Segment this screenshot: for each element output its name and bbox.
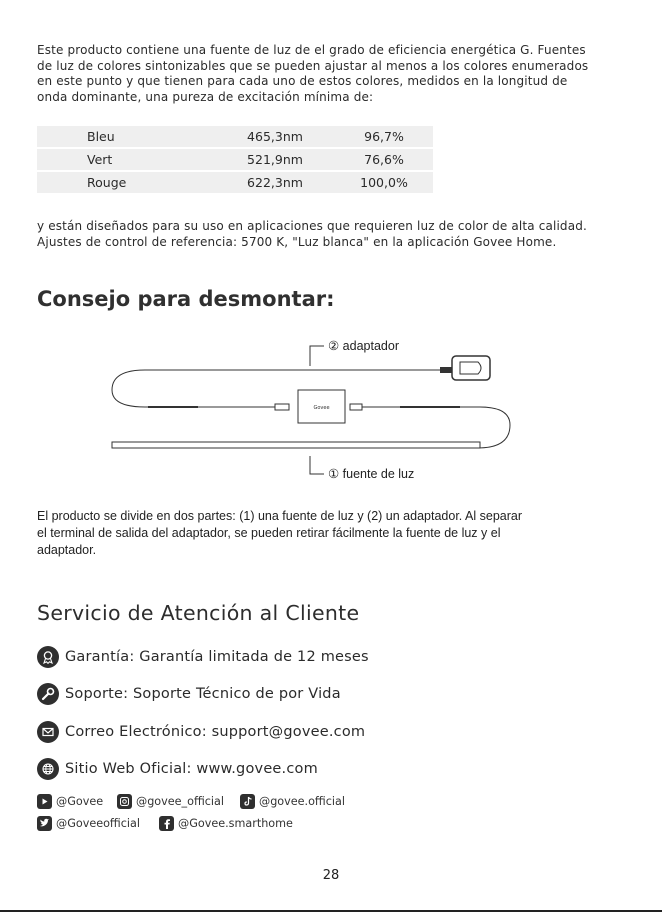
globe-icon bbox=[37, 758, 59, 780]
usage-note bbox=[37, 219, 637, 250]
adapter-cable bbox=[112, 370, 446, 407]
social-handle: @Goveeofficial bbox=[56, 816, 140, 830]
adapter-leader bbox=[310, 346, 324, 366]
color-cell: Bleu bbox=[37, 126, 215, 147]
right-connector bbox=[350, 404, 362, 410]
purity-cell: 96,7% bbox=[335, 126, 433, 147]
social-twitter[interactable] bbox=[37, 815, 140, 831]
purity-table bbox=[37, 124, 433, 195]
support-label: Soporte: Soporte Técnico de por Vida bbox=[65, 686, 341, 702]
purity-cell: 76,6% bbox=[335, 149, 433, 170]
intro-paragraph bbox=[37, 43, 629, 105]
box-logo: Govee bbox=[313, 405, 330, 411]
wavelength-cell: 465,3nm bbox=[215, 126, 335, 147]
wavelength-cell: 521,9nm bbox=[215, 149, 335, 170]
bottom-divider bbox=[0, 910, 662, 912]
removal-paragraph bbox=[37, 508, 597, 559]
left-connector bbox=[275, 404, 289, 410]
intro-line: de luz de colores sintonizables que se pueden ajustar al menos a los colores enumerados bbox=[37, 58, 589, 73]
twitter-icon bbox=[37, 816, 52, 831]
intro-line: en este punto y que tienen para cada uno de estos colores, medidos en la longitud de bbox=[37, 74, 568, 89]
warranty-label: Garantía: Garantía limitada de 12 meses bbox=[65, 649, 369, 665]
social-handle: @govee_official bbox=[136, 794, 224, 808]
table-row bbox=[37, 149, 433, 170]
website-item bbox=[37, 758, 318, 780]
intro-line: Este producto contiene una fuente de luz de el grado de eficiencia energética G. Fuentes bbox=[37, 43, 586, 57]
table-row bbox=[37, 172, 433, 193]
removal-heading: Consejo para desmontar: bbox=[37, 287, 335, 311]
facebook-icon bbox=[159, 816, 174, 831]
note-line: y están diseñados para su uso en aplicaciones que requieren luz de color de alta calidad. bbox=[37, 219, 587, 233]
service-heading: Servicio de Atención al Cliente bbox=[37, 601, 360, 625]
support-item bbox=[37, 683, 341, 705]
table-row bbox=[37, 126, 433, 147]
light-source-label: ① fuente de luz bbox=[328, 467, 415, 481]
social-instagram[interactable] bbox=[117, 793, 224, 809]
social-handle: @Govee.smarthome bbox=[178, 816, 293, 830]
award-icon bbox=[37, 646, 59, 668]
removal-line: El producto se divide en dos partes: (1) una fuente de luz y (2) un adaptador. Al separar bbox=[37, 509, 523, 523]
page-number: 28 bbox=[322, 868, 340, 883]
purity-cell: 100,0% bbox=[335, 172, 433, 193]
note-line: Ajustes de control de referencia: 5700 K, "Luz blanca" en la aplicación Govee Home. bbox=[37, 234, 557, 249]
color-cell: Rouge bbox=[37, 172, 215, 193]
website-label[interactable]: Sitio Web Oficial: www.govee.com bbox=[65, 761, 318, 777]
email-item bbox=[37, 721, 365, 743]
light-leader bbox=[310, 456, 324, 474]
mail-icon bbox=[37, 721, 59, 743]
disassembly-diagram bbox=[100, 330, 540, 490]
social-facebook[interactable] bbox=[159, 815, 293, 831]
removal-line: el terminal de salida del adaptador, se pueden retirar fácilmente la fuente de luz y el bbox=[37, 526, 501, 540]
wrench-icon bbox=[37, 683, 59, 705]
intro-line: onda dominante, una pureza de excitación mínima de: bbox=[37, 89, 374, 104]
adapter-label: ② adaptador bbox=[328, 339, 399, 353]
power-adapter bbox=[452, 356, 490, 380]
instagram-icon bbox=[117, 794, 132, 809]
light-strip bbox=[112, 442, 480, 448]
tiktok-icon bbox=[240, 794, 255, 809]
wavelength-cell: 622,3nm bbox=[215, 172, 335, 193]
social-handle: @govee.official bbox=[259, 794, 345, 808]
social-youtube[interactable] bbox=[37, 793, 103, 809]
color-cell: Vert bbox=[37, 149, 215, 170]
warranty-item bbox=[37, 646, 369, 668]
social-tiktok[interactable] bbox=[240, 793, 345, 809]
social-handle: @Govee bbox=[56, 794, 104, 808]
youtube-icon bbox=[37, 794, 52, 809]
removal-line: adaptador. bbox=[37, 543, 97, 557]
email-label[interactable]: Correo Electrónico: support@govee.com bbox=[65, 724, 366, 740]
